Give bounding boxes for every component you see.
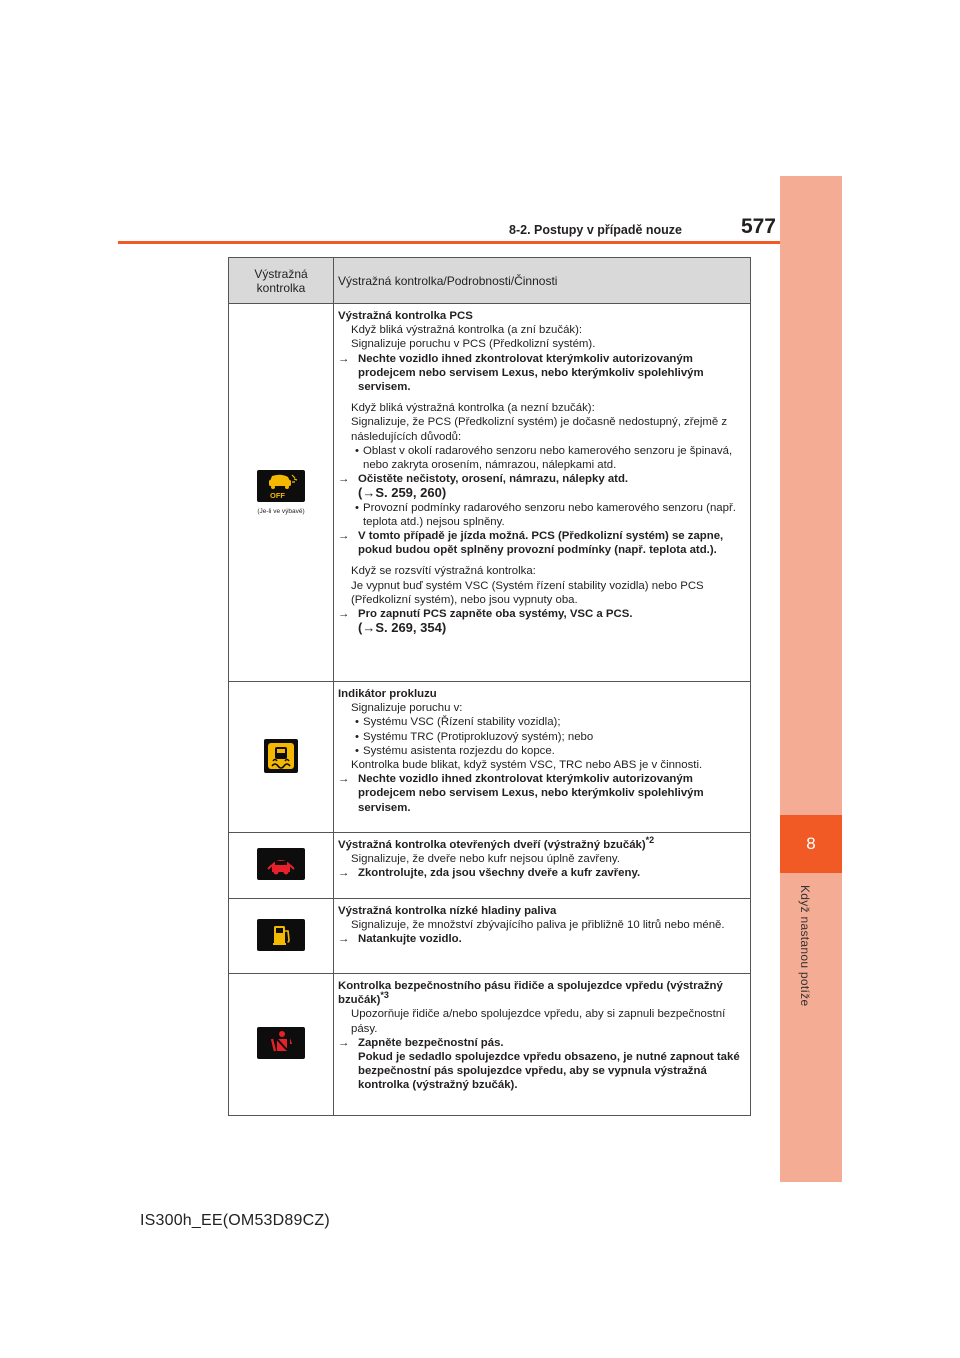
action-text: Pokud je sedadlo spolujezdce vpředu obsazeno, je nutné zapnout také bezpečnostní pás spolujezdce vpředu, aby se vypnula výstražná kontrolka (výstražný bzučák).: [358, 1051, 740, 1092]
action-item: → Zkontrolujte, zda jsou všechny dveře a kufr zavřeny.: [338, 867, 641, 880]
text-line: Signalizuje, že dveře nebo kufr nejsou úplně zavřeny.: [351, 853, 620, 866]
icon-cell: [229, 974, 334, 1116]
action-text: Nechte vozidlo ihned zkontrolovat kterýmkoliv autorizovaným prodejcem nebo servisem Lexus, nebo kterýmkoliv spolehlivým servisem.: [358, 773, 704, 814]
row-title: Výstražná kontrolka nízké hladiny paliva: [338, 905, 557, 917]
text-line: Když se rozsvítí výstražná kontrolka:: [351, 565, 536, 578]
description-cell: [334, 682, 751, 833]
icon-cell: [229, 682, 334, 833]
seatbelt-icon: [257, 1027, 305, 1059]
description-cell: [334, 974, 751, 1116]
text-line: Signalizuje poruchu v:: [351, 702, 463, 715]
icon-cell: [229, 899, 334, 974]
chapter-title: Když nastanou potíže: [798, 885, 812, 1007]
page-number: 577: [740, 215, 776, 238]
warning-lights-table: [228, 257, 751, 1116]
action-text: Nechte vozidlo ihned zkontrolovat kterýmkoliv autorizovaným prodejcem nebo servisem Lexus, nebo kterýmkoliv spolehlivým servisem.: [358, 352, 704, 394]
text-line: Signalizuje, že PCS (Předkolizní systém) je dočasně nedostupný, zřejmě z následujících důvodů:: [351, 416, 728, 443]
bullet-text: Systému asistenta rozjezdu do kopce.: [363, 744, 555, 757]
row-title: [338, 835, 746, 852]
table-row-slip: [229, 682, 751, 833]
pcs-off-icon: [257, 470, 305, 502]
row-title: Výstražná kontrolka PCS: [338, 310, 473, 322]
action-text: Zkontrolujte, zda jsou všechny dveře a kufr zavřeny.: [358, 867, 641, 880]
table-row-fuel: [229, 899, 751, 974]
table-header-row: [229, 258, 751, 304]
table-row-door: [229, 833, 751, 899]
page-reference: (→S. 269, 354): [358, 620, 447, 636]
open-door-icon: [257, 848, 305, 880]
action-item: → Nechte vozidlo ihned zkontrolovat kterýmkoliv autorizovaným prodejcem nebo servisem Lexus, nebo kterýmkoliv spolehlivým servisem.: [338, 772, 746, 815]
text-line: Když bliká výstražná kontrolka (a nezní bzučák):: [351, 402, 595, 415]
action-item: → Pro zapnutí PCS zapněte oba systémy, VSC a PCS.: [338, 608, 633, 621]
row-title: [338, 979, 746, 1007]
text-line: Je vypnut buď systém VSC (Systém řízení stability vozidla) nebo PCS (Předkolizní systém), nebo jsou vypnuty oba.: [351, 579, 704, 606]
bullet-item: • Oblast v okolí radarového senzoru nebo kamerového senzoru je špinavá, nebo zakryta orosením, námrazou, nálepkami atd.: [338, 444, 746, 472]
row-title: Indikátor prokluzu: [338, 688, 437, 700]
icon-cell: [229, 833, 334, 899]
bullet-text: Systému TRC (Protiprokluzový systém); nebo: [363, 730, 594, 743]
chapter-number: 8: [806, 834, 816, 853]
bullet-text: Systému VSC (Řízení stability vozidla);: [363, 716, 561, 729]
bullet-item: • Systému asistenta rozjezdu do kopce.: [355, 744, 555, 757]
action-text: Očistěte nečistoty, orosení, námrazu, nálepky atd.: [358, 473, 629, 486]
description-cell: [334, 899, 751, 974]
bullet-item: • Systému VSC (Řízení stability vozidla);: [355, 716, 561, 729]
icon-cell: [229, 304, 334, 682]
slip-indicator-icon: [264, 739, 298, 773]
text-line: Signalizuje, že množství zbývajícího paliva je přibližně 10 litrů nebo méně.: [351, 919, 725, 932]
column-header-details: Výstražná kontrolka/Podrobnosti/Činnosti: [334, 258, 751, 304]
bullet-text: Provozní podmínky radarového senzoru nebo kamerového senzoru (např. teplota atd.) nejsou splněny.: [363, 501, 736, 528]
description-cell: [334, 833, 751, 899]
icon-note: (Je-li ve výbavě): [257, 508, 305, 515]
action-item: → Nechte vozidlo ihned zkontrolovat kterýmkoliv autorizovaným prodejcem nebo servisem Lexus, nebo kterýmkoliv spolehlivým servisem.: [338, 352, 746, 395]
footnote-mark: *2: [645, 835, 655, 846]
bullet-text: Oblast v okolí radarového senzoru nebo kamerového senzoru je špinavá, nebo zakryta orosením, námrazou, nálepkami atd.: [363, 444, 733, 472]
title-text: Kontrolka bezpečnostního pásu řidiče a spolujezdce vpředu (výstražný bzučák): [338, 980, 723, 1007]
column-header-light: Výstražná kontrolka: [229, 258, 334, 304]
chapter-number-tab: [780, 815, 842, 873]
text-line: Když bliká výstražná kontrolka (a zní bzučák):: [351, 324, 583, 337]
footnote-mark: *3: [380, 990, 389, 1001]
action-text: Zapněte bezpečnostní pás.: [358, 1036, 504, 1049]
document-code: IS300h_EE(OM53D89CZ): [140, 1212, 330, 1229]
action-item: → V tomto případě je jízda možná. PCS (Předkolizní systém) se zapne, pokud budou opět splněny provozní podmínky (např. teplota atd.).: [338, 529, 746, 557]
bullet-item: • Provozní podmínky radarového senzoru nebo kamerového senzoru (např. teplota atd.) nejsou splněny.: [338, 501, 746, 529]
table-row-belt: [229, 974, 751, 1116]
action-text: Natankujte vozidlo.: [358, 933, 462, 946]
table-row-pcs: [229, 304, 751, 682]
action-text: Pro zapnutí PCS zapněte oba systémy, VSC a PCS.: [358, 608, 633, 621]
action-item: [338, 1050, 746, 1093]
action-item: → Zapněte bezpečnostní pás.: [338, 1036, 504, 1049]
action-item: → Očistěte nečistoty, orosení, námrazu, nálepky atd.: [338, 473, 629, 486]
text-line: Signalizuje poruchu v PCS (Předkolizní systém).: [351, 338, 596, 351]
bullet-item: • Systému TRC (Protiprokluzový systém); nebo: [355, 730, 594, 743]
text-line: Kontrolka bude blikat, když systém VSC, TRC nebo ABS je v činnosti.: [351, 759, 703, 772]
pcs-off-label: OFF: [270, 491, 285, 500]
text-line: Upozorňuje řidiče a/nebo spolujezdce vpředu, aby si zapnuli bezpečnostní pásy.: [351, 1008, 726, 1035]
section-title: 8-2. Postupy v případě nouze: [509, 223, 682, 237]
fuel-pump-icon: [257, 919, 305, 951]
header-rule: [118, 241, 780, 244]
title-text: Výstražná kontrolka otevřených dveří (výstražný bzučák): [338, 839, 646, 851]
page-reference: (→S. 259, 260): [358, 485, 447, 501]
action-text: V tomto případě je jízda možná. PCS (Předkolizní systém) se zapne, pokud budou opět splněny provozní podmínky (např. teplota atd.).: [358, 530, 724, 557]
action-item: → Natankujte vozidlo.: [338, 933, 462, 946]
description-cell: [334, 304, 751, 682]
